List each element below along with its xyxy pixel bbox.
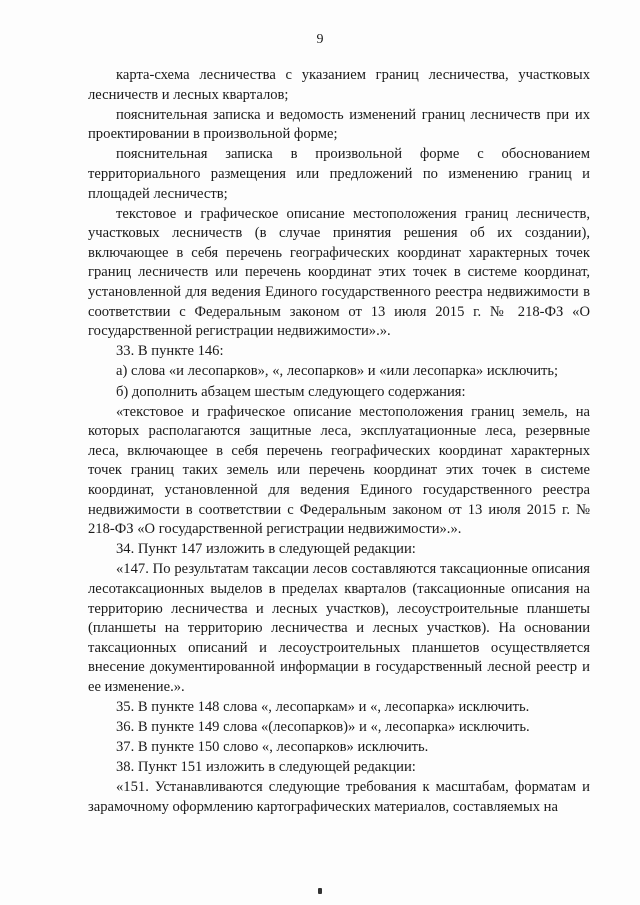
paragraph-quoted-151: «151. Устанавливаются следующие требования к масштабам, форматам и зарамочному оформлению картографических материалов, составляемых на [88, 779, 590, 815]
paragraph-explanatory-note-justification: пояснительная записка в произвольной форме с обоснованием территориального размещения или предложений по изменению границ и площадей лесничеств; [88, 146, 590, 202]
paragraph-quoted-147: «147. По результатам таксации лесов составляются таксационные описания лесотаксационных выделов в пределах кварталов (таксационные описания на территорию лесничества и лесных участков), лесоустроительные планшеты (планшеты на территорию лесничества и лесных участков). На основании таксационных описаний и лесоустроительных планшетов осуществляется внесение документированной информации в государственный лесной реестр и ее изменение.». [88, 561, 590, 695]
document-body [88, 66, 590, 818]
paragraph-item-33-a: а) слова «и лесопарков», «, лесопарков» и «или лесопарка» исключить; [116, 363, 559, 380]
paragraph-item-37: 37. В пункте 150 слово «, лесопарков» исключить. [116, 739, 429, 756]
paragraph-map-scheme: карта-схема лесничества с указанием границ лесничества, участковых лесничеств и лесных кварталов; [88, 67, 590, 103]
page-number: 9 [316, 32, 324, 47]
paragraph-item-35: 35. В пункте 148 слова «, лесопаркам» и «, лесопарка» исключить. [116, 699, 530, 715]
paragraph-item-38: 38. Пункт 151 изложить в следующей редакции: [116, 759, 416, 776]
paragraph-explanatory-note-changes: пояснительная записка и ведомость изменений границ лесничеств при их проектировании в произвольной форме; [88, 106, 590, 143]
paragraph-item-36: 36. В пункте 149 слова «(лесопарков)» и «, лесопарка» исключить. [116, 719, 530, 736]
paragraph-item-33: 33. В пункте 146: [116, 343, 224, 360]
paragraph-boundary-description: текстовое и графическое описание местоположения границ лесничеств, участковых лесничеств (в случае принятия решения об их создании), включающее в себя перечень географических координат характерных точек границ лесничеств или перечень координат этих точек в системе координат, установленной для ведения Единого государственного реестра недвижимости в соответствии с Федеральным законом от 13 июля 2015 г. № 218-ФЗ «О государственной регистрации недвижимости».». [88, 205, 590, 340]
paragraph-item-34: 34. Пункт 147 изложить в следующей редакции: [116, 541, 416, 558]
paragraph-quoted-land-description: «текстовое и графическое описание местоположения границ земель, на которых располагаются защитные леса, эксплуатационные леса, резервные леса, включающее в себя перечень географических координат характерных точек границ таких земель или перечень координат этих точек в системе координат, установленной для ведения Единого государственного реестра недвижимости в соответствии с Федеральным законом от 13 июля 2015 г. № 218-ФЗ «О государственной регистрации недвижимости».». [88, 403, 590, 538]
paragraph-item-33-b: б) дополнить абзацем шестым следующего содержания: [116, 383, 466, 400]
scan-mark [318, 888, 322, 894]
